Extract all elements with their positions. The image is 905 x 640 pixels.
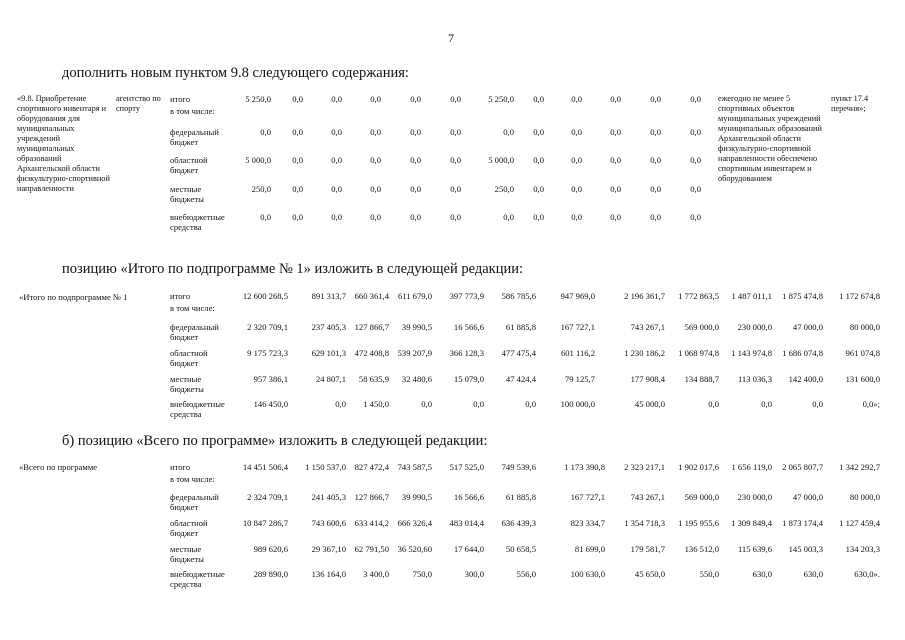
t1-cell: 0,0 <box>533 155 544 165</box>
t2-cell: 0,0 <box>525 399 536 409</box>
t3-cell: 1 173 390,8 <box>564 462 605 472</box>
t1-cell: 0,0 <box>533 127 544 137</box>
t2-cell: 472 408,8 <box>354 348 389 358</box>
t2-cell: 660 361,4 <box>354 291 389 301</box>
t2-cell: 61 885,8 <box>505 322 536 332</box>
t1-cell: 0,0 <box>370 155 381 165</box>
t3-cell: 556,0 <box>516 569 536 579</box>
t3-cell: 10 847 286,7 <box>242 518 288 528</box>
t2-cell: 0,0 <box>421 399 432 409</box>
t2-cell: 477 475,4 <box>501 348 536 358</box>
t2-cell: 131 600,0 <box>845 374 880 384</box>
t2-cell: 0,0»; <box>862 399 880 409</box>
t3-cell: 1 342 292,7 <box>839 462 880 472</box>
t2-cell: 891 313,7 <box>311 291 346 301</box>
t1-cell: 0,0 <box>410 184 421 194</box>
t1-cell: 0,0 <box>260 127 271 137</box>
t1-reference: пункт 17.4 перечня»; <box>831 94 869 113</box>
t3-cell: 81 699,0 <box>574 544 605 554</box>
t3-cell: 127 866,7 <box>354 492 389 502</box>
t1-cell: 5 000,0 <box>245 155 271 165</box>
t2-cell: 167 727,1 <box>560 322 595 332</box>
t1-cell: 5 250,0 <box>488 94 514 104</box>
t3-cell: 45 650,0 <box>634 569 665 579</box>
t2-cell: 16 566,6 <box>453 322 484 332</box>
t1-cell: 0,0 <box>650 212 661 222</box>
t2-cell: 9 175 723,3 <box>247 348 288 358</box>
t2-cell: 113 036,3 <box>737 374 772 384</box>
t3-cell: 749 539,6 <box>501 462 536 472</box>
t3-cell: 50 658,5 <box>505 544 536 554</box>
t2-cell: 1 875 474,8 <box>782 291 823 301</box>
t3-cell: 16 566,6 <box>453 492 484 502</box>
t2-row-label-offbudget: внебюджетные средства <box>170 399 225 419</box>
t1-cell: 0,0 <box>410 127 421 137</box>
t1-cell: 0,0 <box>610 155 621 165</box>
t3-cell: 827 472,4 <box>354 462 389 472</box>
t1-cell: 0,0 <box>450 155 461 165</box>
t1-cell: 0,0 <box>292 184 303 194</box>
t3-cell: 115 639,6 <box>737 544 772 554</box>
t3-cell: 61 885,8 <box>505 492 536 502</box>
t1-cell: 0,0 <box>650 94 661 104</box>
t2-cell: 0,0 <box>335 399 346 409</box>
t3-cell: 989 620,6 <box>253 544 288 554</box>
t2-cell: 45 000,0 <box>634 399 665 409</box>
t3-cell: 750,0 <box>412 569 432 579</box>
t3-cell: 550,0 <box>699 569 719 579</box>
t3-cell: 134 203,3 <box>845 544 880 554</box>
t3-cell: 36 520,60 <box>397 544 432 554</box>
t2-cell: 957 386,1 <box>253 374 288 384</box>
t1-cell: 0,0 <box>571 94 582 104</box>
t3-cell: 241 405,3 <box>311 492 346 502</box>
t2-row-label-itogo: итого <box>170 291 191 301</box>
t2-row-label-oblast: областной бюджет <box>170 348 208 368</box>
t2-cell: 611 679,0 <box>397 291 432 301</box>
t3-cell: 630,0 <box>752 569 772 579</box>
t1-cell: 0,0 <box>690 212 701 222</box>
t1-cell: 0,0 <box>610 94 621 104</box>
t2-cell: 15 079,0 <box>453 374 484 384</box>
t3-row-label-federal: федеральный бюджет <box>170 492 219 512</box>
t3-cell: 300,0 <box>464 569 484 579</box>
t1-cell: 0,0 <box>292 155 303 165</box>
t1-cell: 0,0 <box>292 94 303 104</box>
t3-cell: 743 600,6 <box>311 518 346 528</box>
t1-row-label-federal: федеральный бюджет <box>170 127 219 147</box>
t2-cell: 586 785,6 <box>501 291 536 301</box>
t2-cell: 100 000,0 <box>560 399 595 409</box>
t2-cell: 39 990,5 <box>401 322 432 332</box>
t2-cell: 32 480,6 <box>401 374 432 384</box>
t2-cell: 539 207,9 <box>397 348 432 358</box>
t1-cell: 0,0 <box>370 212 381 222</box>
t3-cell: 823 334,7 <box>570 518 605 528</box>
t1-cell: 0,0 <box>370 127 381 137</box>
t1-cell: 0,0 <box>650 184 661 194</box>
t2-name: «Итого по подпрограмме № 1 <box>19 292 128 302</box>
t2-cell: 1 686 074,8 <box>782 348 823 358</box>
t2-cell: 2 196 361,7 <box>624 291 665 301</box>
t1-cell: 0,0 <box>450 127 461 137</box>
t2-cell: 47 424,4 <box>505 374 536 384</box>
t3-cell: 14 451 506,4 <box>242 462 288 472</box>
t2-cell: 629 101,3 <box>311 348 346 358</box>
t2-cell: 79 125,7 <box>564 374 595 384</box>
t1-row-label-oblast: областной бюджет <box>170 155 208 175</box>
t2-cell: 601 116,2 <box>560 348 595 358</box>
t3-row-label-local: местные бюджеты <box>170 544 204 564</box>
t3-cell: 167 727,1 <box>570 492 605 502</box>
t3-cell: 1 195 955,6 <box>678 518 719 528</box>
t1-row-label-itogo: итого <box>170 94 191 104</box>
t1-cell: 0,0 <box>571 212 582 222</box>
t1-cell: 0,0 <box>503 212 514 222</box>
t3-cell: 17 644,0 <box>453 544 484 554</box>
t1-cell: 0,0 <box>610 212 621 222</box>
t3-cell: 633 414,2 <box>354 518 389 528</box>
t2-cell: 1 450,0 <box>363 399 389 409</box>
t1-cell: 0,0 <box>260 212 271 222</box>
t2-row-label-federal: федеральный бюджет <box>170 322 219 342</box>
t2-cell: 743 267,1 <box>630 322 665 332</box>
t2-cell: 1 068 974,8 <box>678 348 719 358</box>
t3-cell: 39 990,5 <box>401 492 432 502</box>
t1-item-name: «9.8. Приобретение спортивного инвентаря и оборудования для муниципальных учреждений муниципальных образований Архангельской области физкультурно-спортивной направленности <box>17 94 110 193</box>
t1-row-label-offbudget: внебюджетные средства <box>170 212 225 232</box>
t2-cell: 0,0 <box>473 399 484 409</box>
t3-row-label-itogo: итого <box>170 462 191 472</box>
t1-cell: 5 000,0 <box>488 155 514 165</box>
t3-cell: 1 309 849,4 <box>731 518 772 528</box>
t1-cell: 0,0 <box>450 184 461 194</box>
t3-cell: 630,0». <box>854 569 880 579</box>
t1-cell: 250,0 <box>251 184 271 194</box>
t3-cell: 517 525,0 <box>449 462 484 472</box>
t3-cell: 1 656 119,0 <box>731 462 772 472</box>
t1-row-label-local: местные бюджеты <box>170 184 204 204</box>
t3-cell: 100 630,0 <box>570 569 605 579</box>
t1-cell: 0,0 <box>533 184 544 194</box>
t2-cell: 1 487 011,1 <box>731 291 772 301</box>
t1-cell: 0,0 <box>331 155 342 165</box>
t1-cell: 0,0 <box>410 155 421 165</box>
t2-cell: 146 450,0 <box>253 399 288 409</box>
t1-cell: 0,0 <box>450 94 461 104</box>
t3-row-label-offbudget: внебюджетные средства <box>170 569 225 589</box>
t3-cell: 630,0 <box>803 569 823 579</box>
t1-cell: 0,0 <box>650 155 661 165</box>
t1-cell: 0,0 <box>503 127 514 137</box>
t1-cell: 0,0 <box>690 127 701 137</box>
t1-row-sublabel: в том числе: <box>170 106 215 116</box>
t2-cell: 127 866,7 <box>354 322 389 332</box>
t1-cell: 0,0 <box>650 127 661 137</box>
t1-cell: 0,0 <box>331 94 342 104</box>
t2-cell: 134 888,7 <box>684 374 719 384</box>
t2-cell: 1 230 186,2 <box>624 348 665 358</box>
t2-cell: 961 074,8 <box>845 348 880 358</box>
t1-cell: 5 250,0 <box>245 94 271 104</box>
t1-cell: 0,0 <box>331 127 342 137</box>
t3-cell: 3 400,0 <box>363 569 389 579</box>
t3-cell: 1 873 174,4 <box>782 518 823 528</box>
t3-cell: 2 065 807,7 <box>782 462 823 472</box>
t1-cell: 0,0 <box>331 212 342 222</box>
t3-cell: 743 587,5 <box>397 462 432 472</box>
t1-cell: 250,0 <box>494 184 514 194</box>
t3-cell: 230 000,0 <box>737 492 772 502</box>
t1-cell: 0,0 <box>292 212 303 222</box>
paragraph-program-total: б) позицию «Всего по программе» изложить в следующей редакции: <box>62 433 488 449</box>
t3-cell: 1 150 537,0 <box>305 462 346 472</box>
t1-cell: 0,0 <box>690 94 701 104</box>
t2-cell: 1 143 974,8 <box>731 348 772 358</box>
t1-executor: агентство по спорту <box>116 94 161 113</box>
t3-cell: 666 326,4 <box>397 518 432 528</box>
t2-cell: 142 400,0 <box>788 374 823 384</box>
t1-cell: 0,0 <box>610 184 621 194</box>
t2-cell: 80 000,0 <box>849 322 880 332</box>
t3-cell: 29 367,10 <box>311 544 346 554</box>
t2-cell: 0,0 <box>812 399 823 409</box>
t3-cell: 2 324 709,1 <box>247 492 288 502</box>
t1-cell: 0,0 <box>610 127 621 137</box>
t1-cell: 0,0 <box>331 184 342 194</box>
t2-cell: 569 000,0 <box>684 322 719 332</box>
t1-cell: 0,0 <box>370 94 381 104</box>
t2-cell: 0,0 <box>761 399 772 409</box>
t1-cell: 0,0 <box>690 184 701 194</box>
t1-cell: 0,0 <box>690 155 701 165</box>
t2-cell: 237 405,3 <box>311 322 346 332</box>
t1-cell: 0,0 <box>571 184 582 194</box>
t3-cell: 136 164,0 <box>311 569 346 579</box>
t3-row-label-oblast: областной бюджет <box>170 518 208 538</box>
t1-cell: 0,0 <box>370 184 381 194</box>
t1-cell: 0,0 <box>571 155 582 165</box>
t1-cell: 0,0 <box>450 212 461 222</box>
t2-cell: 1 772 863,5 <box>678 291 719 301</box>
t1-cell: 0,0 <box>533 94 544 104</box>
t3-cell: 1 354 718,3 <box>624 518 665 528</box>
t1-cell: 0,0 <box>571 127 582 137</box>
t3-row-sublabel: в том числе: <box>170 474 215 484</box>
t2-cell: 58 635,9 <box>358 374 389 384</box>
t3-cell: 483 014,4 <box>449 518 484 528</box>
t3-cell: 569 000,0 <box>684 492 719 502</box>
paragraph-subprogram-total: позицию «Итого по подпрограмме № 1» изложить в следующей редакции: <box>62 261 524 277</box>
t3-cell: 289 890,0 <box>253 569 288 579</box>
t3-name: «Всего по программе <box>19 462 98 472</box>
t2-cell: 0,0 <box>708 399 719 409</box>
t2-cell: 12 600 268,5 <box>242 291 288 301</box>
t2-row-label-local: местные бюджеты <box>170 374 204 394</box>
t3-cell: 80 000,0 <box>849 492 880 502</box>
t1-cell: 0,0 <box>410 212 421 222</box>
t3-cell: 1 902 017,6 <box>678 462 719 472</box>
t3-cell: 743 267,1 <box>630 492 665 502</box>
t3-cell: 179 581,7 <box>630 544 665 554</box>
t3-cell: 62 791,50 <box>354 544 389 554</box>
t3-cell: 145 003,3 <box>788 544 823 554</box>
paragraph-add-item: дополнить новым пунктом 9.8 следующего содержания: <box>62 65 409 81</box>
t3-cell: 136 512,0 <box>684 544 719 554</box>
t2-cell: 2 320 709,1 <box>247 322 288 332</box>
t2-cell: 947 969,0 <box>560 291 595 301</box>
t2-cell: 397 773,9 <box>449 291 484 301</box>
t2-cell: 1 172 674,8 <box>839 291 880 301</box>
t2-cell: 47 000,0 <box>792 322 823 332</box>
t3-cell: 636 439,3 <box>501 518 536 528</box>
t1-cell: 0,0 <box>292 127 303 137</box>
t3-cell: 2 323 217,1 <box>624 462 665 472</box>
t1-cell: 0,0 <box>533 212 544 222</box>
t2-row-sublabel: в том числе: <box>170 303 215 313</box>
t1-cell: 0,0 <box>410 94 421 104</box>
t1-result: ежегодно не менее 5 спортивных объектов муниципальных учреждений муниципальных образований Архангельской области физкультурно-спортивной направленности обеспечено спортивным инвентарем и оборудованием <box>718 94 822 183</box>
t3-cell: 47 000,0 <box>792 492 823 502</box>
t2-cell: 24 807,1 <box>315 374 346 384</box>
page-number: 7 <box>448 31 454 45</box>
t2-cell: 366 128,3 <box>449 348 484 358</box>
t2-cell: 230 000,0 <box>737 322 772 332</box>
t3-cell: 1 127 459,4 <box>839 518 880 528</box>
t2-cell: 177 908,4 <box>630 374 665 384</box>
